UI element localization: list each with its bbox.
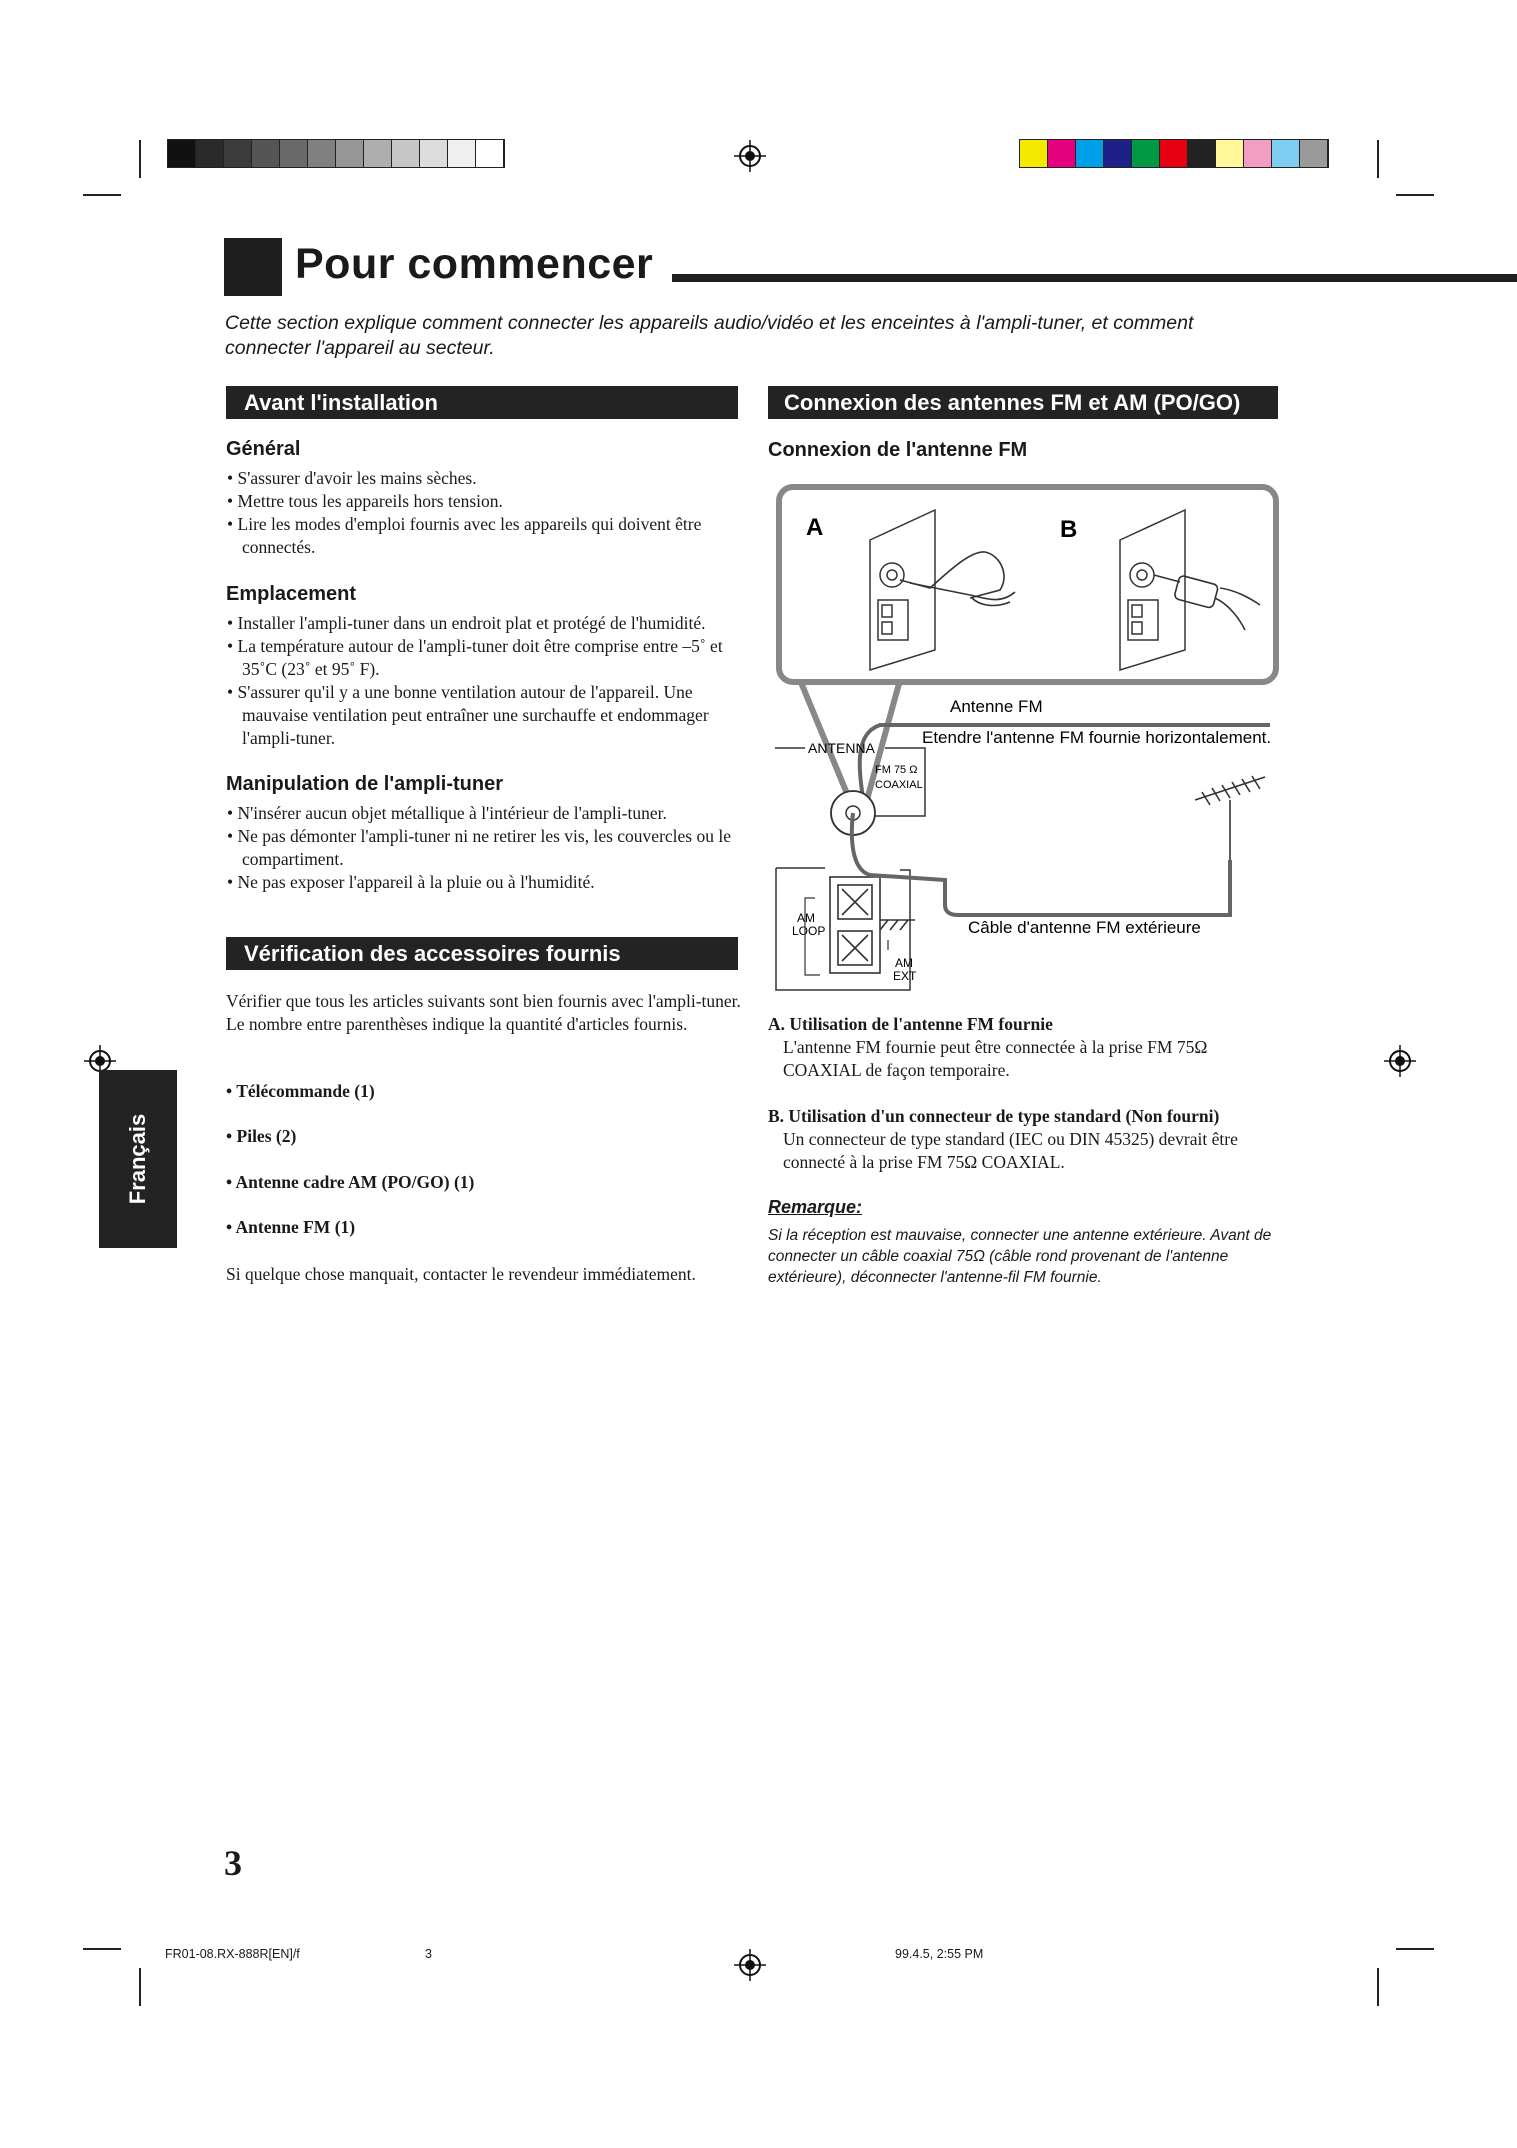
crop-mark (1377, 1968, 1379, 2006)
registration-mark-icon (1384, 1045, 1416, 1077)
list-item: • S'assurer d'avoir les mains sèches. (227, 467, 747, 490)
accessory-item: • Télécommande (1) (226, 1081, 375, 1102)
footer-file: FR01-08.RX-888R[EN]/f (165, 1947, 300, 1961)
color-swatch (196, 140, 224, 167)
item-a-title: A. Utilisation de l'antenne FM fournie (768, 1014, 1053, 1034)
note-title: Remarque: (768, 1197, 863, 1217)
crop-mark (83, 1948, 121, 1950)
color-swatch (1160, 140, 1188, 167)
color-swatch (1132, 140, 1160, 167)
accessory-item: • Antenne FM (1) (226, 1217, 355, 1238)
color-swatch (280, 140, 308, 167)
language-tab-label: Français (125, 1113, 150, 1205)
coax-connector-icon (1154, 575, 1260, 630)
outdoor-cable (852, 813, 1230, 915)
note-text: Si la réception est mauvaise, connecter une antenne extérieure. Avant de connecter un câble coaxial 75Ω (câble rond provenant de l'antenne extérieure), déconnecter l'antenne-fil FM fournie. (768, 1227, 1272, 1286)
page-number: 3 (224, 1843, 242, 1883)
antenna-panel-label: ANTENNA (808, 740, 875, 756)
emplacement-heading: Emplacement (226, 583, 357, 605)
diagram-label-b: B (1060, 516, 1078, 543)
color-swatch (168, 140, 196, 167)
am-ext-label-1: AM (895, 956, 913, 970)
registration-mark-icon (734, 140, 766, 172)
color-swatch (1216, 140, 1244, 167)
item-b (768, 1105, 1288, 1174)
accessory-item: • Piles (2) (226, 1126, 296, 1147)
color-swatch (364, 140, 392, 167)
manipulation-heading: Manipulation de l'ampli-tuner (226, 773, 503, 795)
color-swatch (336, 140, 364, 167)
item-a (768, 1013, 1288, 1082)
color-swatch (420, 140, 448, 167)
list-item: • Ne pas démonter l'ampli-tuner ni ne retirer les vis, les couvercles ou le compartiment. (227, 825, 747, 871)
list-item: • La température autour de l'ampli-tuner doit être comprise entre –5˚ et 35˚C (23˚ et 95˚ F). (227, 635, 752, 681)
color-swatch (476, 140, 504, 167)
emplacement-list (227, 612, 752, 750)
am-loop-label-1: AM (797, 911, 815, 925)
color-swatch (1048, 140, 1076, 167)
outdoor-cable-label: Câble d'antenne FM extérieure (968, 918, 1201, 937)
am-loop-label-2: LOOP (792, 924, 826, 938)
accessories-intro-2: Le nombre entre parenthèses indique la quantité d'articles fournis. (226, 1014, 688, 1034)
manipulation-list (227, 802, 747, 894)
list-item: • Installer l'ampli-tuner dans un endroit plat et protégé de l'humidité. (227, 612, 752, 635)
item-a-text: L'antenne FM fournie peut être connectée à la prise FM 75Ω COAXIAL de façon temporaire. (783, 1037, 1208, 1080)
crop-mark (1377, 140, 1379, 178)
color-swatch (1272, 140, 1300, 167)
outdoor-antenna-icon (1195, 776, 1265, 860)
crop-mark (139, 140, 141, 178)
crop-mark (1396, 1948, 1434, 1950)
list-item: • N'insérer aucun objet métallique à l'intérieur de l'ampli-tuner. (227, 802, 747, 825)
hand-wire-icon (900, 552, 1015, 606)
list-item: • Lire les modes d'emploi fournis avec les appareils qui doivent être connectés. (227, 513, 747, 559)
registration-mark-icon (734, 1949, 766, 1981)
color-swatch (448, 140, 476, 167)
accessories-intro (226, 990, 741, 1036)
callout-box (779, 487, 1276, 682)
extend-instruction: Etendre l'antenne FM fournie horizontalement. (922, 728, 1272, 747)
color-swatch (1104, 140, 1132, 167)
color-swatch (1076, 140, 1104, 167)
accessories-intro-1: Vérifier que tous les articles suivants sont bien fournis avec l'ampli-tuner. (226, 991, 741, 1011)
diagram-label-a: A (806, 514, 824, 541)
color-swatch (224, 140, 252, 167)
item-b-text: Un connecteur de type standard (IEC ou DIN 45325) devrait être connecté à la prise FM 75Ω COAXIAL. (783, 1129, 1238, 1172)
footer-date: 99.4.5, 2:55 PM (895, 1947, 984, 1961)
language-tab (99, 1070, 177, 1248)
item-b-title: B. Utilisation d'un connecteur de type standard (Non fourni) (768, 1106, 1220, 1126)
fm-connection-heading: Connexion de l'antenne FM (768, 439, 1028, 461)
color-swatch (1300, 140, 1328, 167)
gray-scale-bar (167, 139, 505, 168)
crop-mark (83, 194, 121, 196)
general-heading: Général (226, 438, 301, 460)
antenna-fm-label: Antenne FM (950, 697, 1043, 716)
color-swatch (252, 140, 280, 167)
am-ext-label-2: EXT (893, 969, 917, 983)
title-rule (672, 274, 1517, 282)
color-swatch (1244, 140, 1272, 167)
accessory-item: • Antenne cadre AM (PO/GO) (1) (226, 1172, 474, 1193)
color-swatch (392, 140, 420, 167)
color-swatch (1188, 140, 1216, 167)
fm-75-label: FM 75 Ω (875, 764, 918, 776)
crop-mark (1396, 194, 1434, 196)
color-bar (1019, 139, 1329, 168)
coaxial-label: COAXIAL (875, 779, 923, 791)
list-item: • Ne pas exposer l'appareil à la pluie ou à l'humidité. (227, 871, 747, 894)
intro-text: Cette section explique comment connecter les appareils audio/vidéo et les enceintes à l'ampli-tuner, et comment connecter l'appareil au secteur. (225, 312, 1194, 359)
list-item: • Mettre tous les appareils hors tension. (227, 490, 747, 513)
color-swatch (1020, 140, 1048, 167)
crop-mark (139, 1968, 141, 2006)
section-bar-antennes: Connexion des antennes FM et AM (PO/GO) (768, 386, 1278, 419)
accessories-footer: Si quelque chose manquait, contacter le revendeur immédiatement. (226, 1264, 696, 1284)
list-item: • S'assurer qu'il y a une bonne ventilation autour de l'appareil. Une mauvaise ventilation peut entraîner une surchauffe et endommager l'ampli-tuner. (227, 681, 752, 750)
panel-a (870, 510, 935, 670)
section-bar-verification: Vérification des accessoires fournis (226, 937, 738, 970)
section-bar-avant-installation: Avant l'installation (226, 386, 738, 419)
general-list (227, 467, 747, 559)
title-block (224, 238, 282, 296)
page-title: Pour commencer (295, 240, 654, 288)
color-swatch (308, 140, 336, 167)
footer-page: 3 (425, 1947, 432, 1961)
antenna-connection-diagram (760, 480, 1290, 1000)
